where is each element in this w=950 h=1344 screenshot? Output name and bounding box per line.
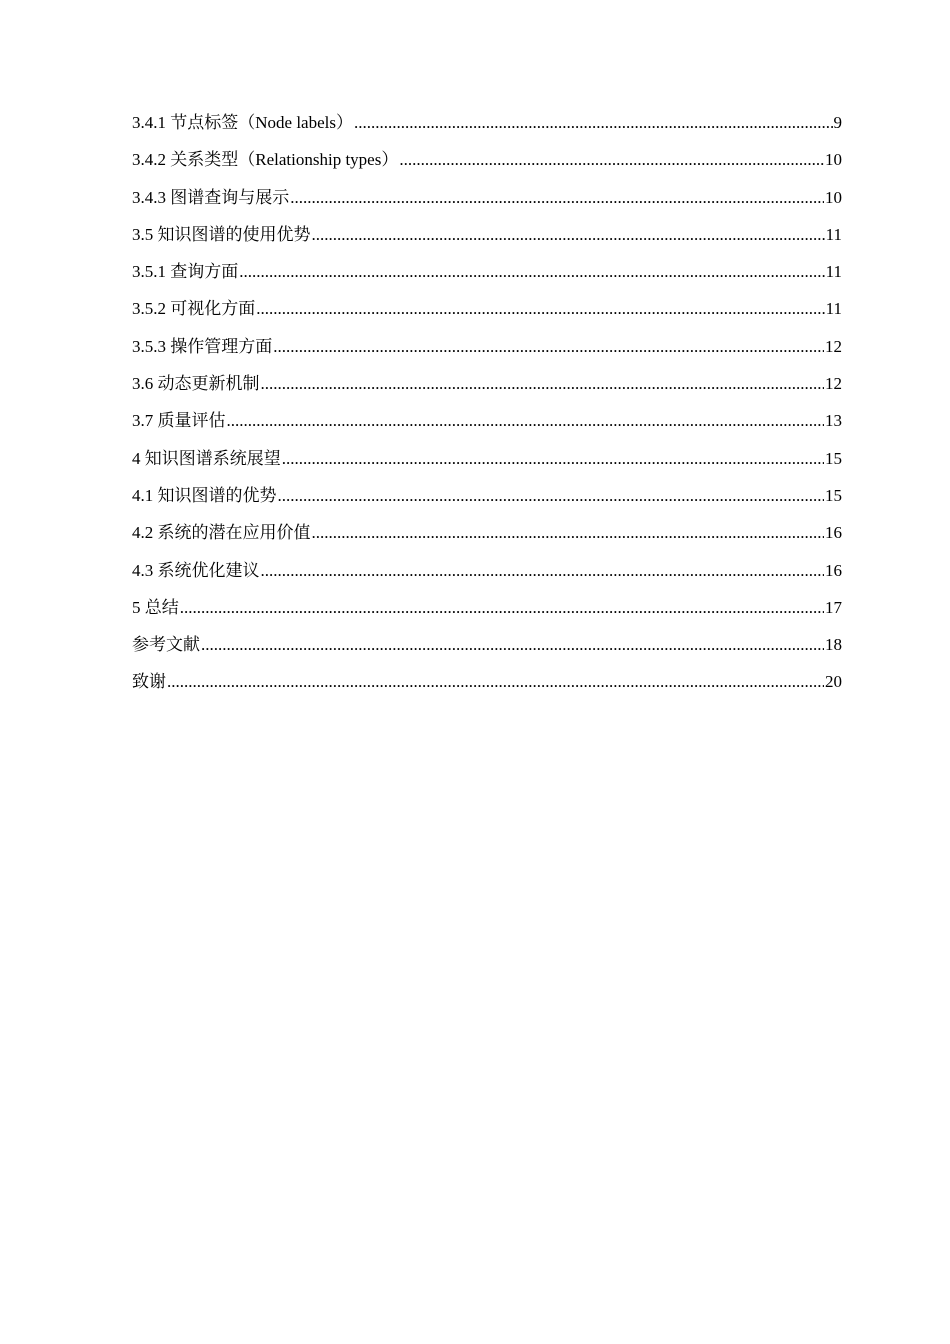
toc-dot-leader xyxy=(180,596,824,620)
toc-entry-3-5-1[interactable] xyxy=(132,260,842,297)
toc-entry-page: 12 xyxy=(825,374,842,394)
toc-entry-title: 4.3 系统优化建议 xyxy=(132,560,260,580)
toc-dot-leader xyxy=(227,409,825,433)
toc-dot-leader xyxy=(312,521,825,545)
toc-dot-leader xyxy=(261,372,825,396)
toc-dot-leader xyxy=(312,223,825,247)
toc-entry-3-5[interactable] xyxy=(132,223,842,260)
toc-entry-page: 20 xyxy=(825,672,842,692)
toc-entry-4-3[interactable] xyxy=(132,559,842,596)
toc-entry-3-7[interactable] xyxy=(132,409,842,446)
toc-entry-page: 17 xyxy=(825,597,842,617)
toc-dot-leader xyxy=(239,260,824,284)
toc-dot-leader xyxy=(256,297,824,321)
toc-entry-title: 3.7 质量评估 xyxy=(132,411,226,431)
toc-entry-title: 4 知识图谱系统展望 xyxy=(132,448,281,468)
toc-entry-title: 参考文献 xyxy=(132,635,200,655)
toc-entry-4[interactable] xyxy=(132,447,842,484)
toc-entry-title: 4.2 系统的潜在应用价值 xyxy=(132,523,311,543)
table-of-contents xyxy=(132,111,842,708)
toc-entry-page: 15 xyxy=(825,485,842,505)
toc-entry-page: 15 xyxy=(825,448,842,468)
toc-entry-3-5-2[interactable] xyxy=(132,297,842,334)
toc-dot-leader xyxy=(399,148,824,172)
toc-dot-leader xyxy=(278,484,825,508)
toc-entry-page: 11 xyxy=(825,262,842,282)
toc-entry-4-2[interactable] xyxy=(132,521,842,558)
toc-dot-leader xyxy=(273,335,824,359)
toc-dot-leader xyxy=(261,559,825,583)
toc-dot-leader xyxy=(167,670,824,694)
toc-entry-title: 5 总结 xyxy=(132,597,179,617)
toc-dot-leader xyxy=(290,186,824,210)
toc-entry-title: 3.4.3 图谱查询与展示 xyxy=(132,187,290,207)
toc-entry-title: 3.5.1 查询方面 xyxy=(132,262,239,282)
toc-entry-page: 9 xyxy=(833,113,842,132)
toc-entry-page: 18 xyxy=(825,635,842,655)
toc-entry-3-4-3[interactable] xyxy=(132,186,842,223)
toc-entry-page: 10 xyxy=(825,187,842,207)
toc-entry-3-4-1[interactable] xyxy=(132,111,842,148)
toc-entry-4-1[interactable] xyxy=(132,484,842,521)
toc-entry-page: 13 xyxy=(825,411,842,431)
toc-entry-3-5-3[interactable] xyxy=(132,335,842,372)
toc-dot-leader xyxy=(354,111,833,135)
toc-entry-page: 11 xyxy=(825,299,842,319)
toc-entry-3-6[interactable] xyxy=(132,372,842,409)
toc-entry-5[interactable] xyxy=(132,596,842,633)
toc-entry-page: 10 xyxy=(825,150,842,170)
toc-entry-title: 3.5.3 操作管理方面 xyxy=(132,336,273,356)
toc-entry-title: 3.6 动态更新机制 xyxy=(132,374,260,394)
toc-entry-title: 3.4.2 关系类型（Relationship types） xyxy=(132,150,399,170)
toc-entry-page: 16 xyxy=(825,560,842,580)
toc-entry-acknowledgements[interactable] xyxy=(132,670,842,707)
toc-entry-3-4-2[interactable] xyxy=(132,148,842,185)
toc-entry-page: 11 xyxy=(825,224,842,244)
toc-entry-page: 12 xyxy=(825,336,842,356)
toc-entry-title: 3.5 知识图谱的使用优势 xyxy=(132,224,311,244)
toc-entry-title: 3.5.2 可视化方面 xyxy=(132,299,256,319)
toc-entry-title: 3.4.1 节点标签（Node labels） xyxy=(132,113,353,132)
toc-entry-title: 4.1 知识图谱的优势 xyxy=(132,485,277,505)
toc-entry-references[interactable] xyxy=(132,633,842,670)
toc-entry-title: 致谢 xyxy=(132,672,166,692)
toc-entry-page: 16 xyxy=(825,523,842,543)
toc-dot-leader xyxy=(282,447,824,471)
toc-dot-leader xyxy=(201,633,824,657)
